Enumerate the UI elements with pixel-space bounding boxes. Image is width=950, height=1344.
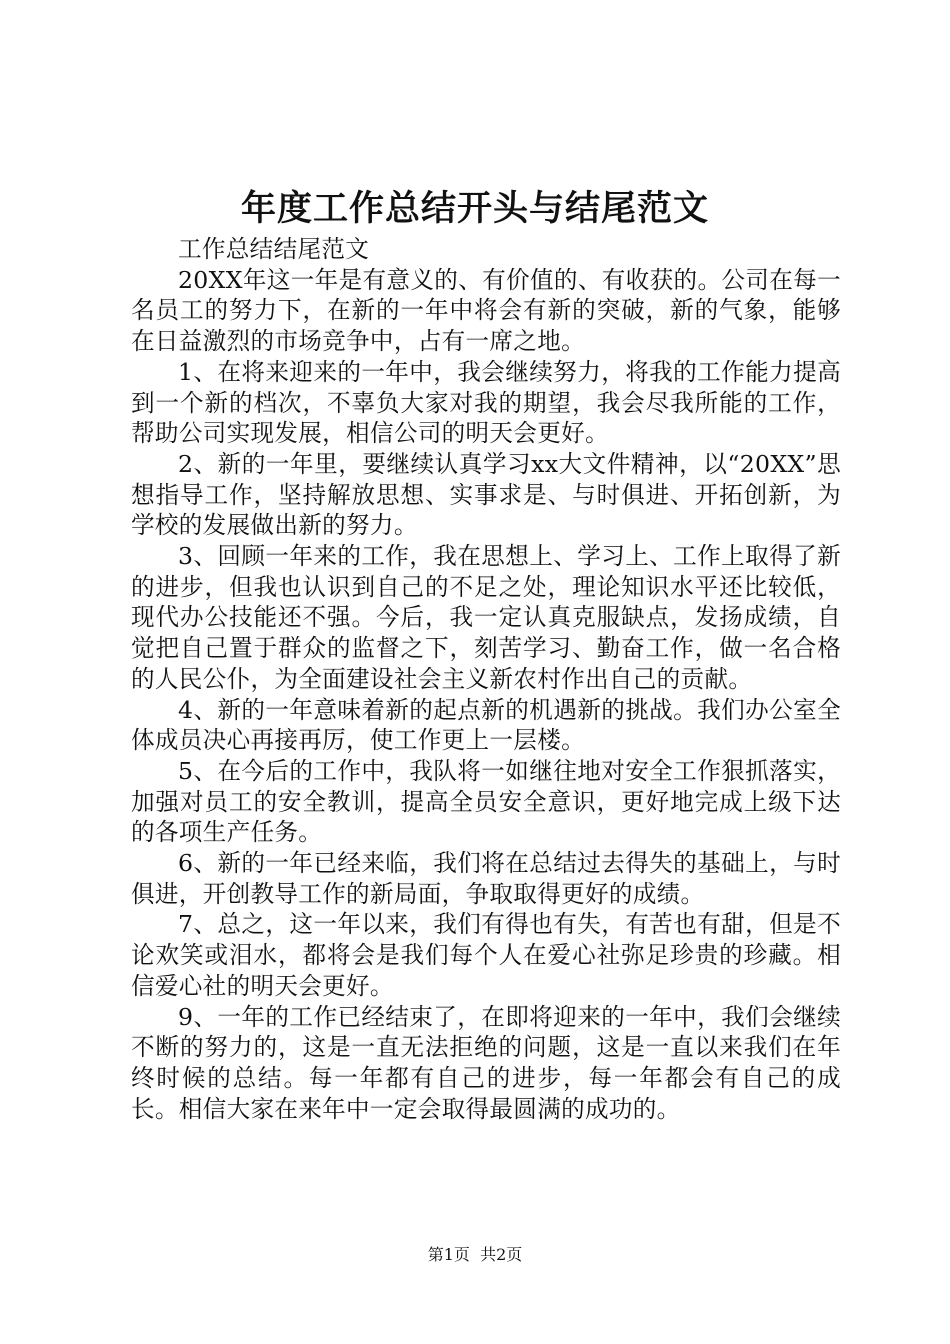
document-body xyxy=(131,234,841,1124)
paragraph: 5、在今后的工作中，我队将一如继往地对安全工作狠抓落实，加强对员工的安全教训，提高全员安全意识，更好地完成上级下达的各项生产任务。 xyxy=(131,756,841,847)
paragraph: 9、一年的工作已经结束了，在即将迎来的一年中，我们会继续不断的努力的，这是一直无法拒绝的问题，这是一直以来我们在年终时候的总结。每一年都有自己的进步，每一年都会有自己的成长。相信大家在来年中一定会取得最圆满的成功的。 xyxy=(131,1002,841,1123)
paragraph: 2、新的一年里，要继续认真学习xx大文件精神，以“20XX”思想指导工作，坚持解放思想、实事求是、与时俱进、开拓创新，为学校的发展做出新的努力。 xyxy=(131,449,841,540)
paragraph: 6、新的一年已经来临，我们将在总结过去得失的基础上，与时俱进，开创教导工作的新局面，争取取得更好的成绩。 xyxy=(131,849,841,908)
paragraph: 3、回顾一年来的工作，我在思想上、学习上、工作上取得了新的进步，但我也认识到自己的不足之处，理论知识水平还比较低，现代办公技能还不强。今后，我一定认真克服缺点，发扬成绩，自觉把自己置于群众的监督之下，刻苦学习、勤奋工作，做一名合格的人民公仆，为全面建设社会主义新农村作出自己的贡献。 xyxy=(131,542,841,693)
paragraph-subtitle: 工作总结结尾范文 xyxy=(178,235,370,263)
paragraph: 20XX年这一年是有意义的、有价值的、有收获的。公司在每一名员工的努力下，在新的一年中将会有新的突破，新的气象，能够在日益激烈的市场竞争中，占有一席之地。 xyxy=(131,265,841,356)
page-number-current: 第1页 xyxy=(427,1245,470,1264)
paragraph: 1、在将来迎来的一年中，我会继续努力，将我的工作能力提高到一个新的档次，不辜负大家对我的期望，我会尽我所能的工作，帮助公司实现发展，相信公司的明天会更好。 xyxy=(131,357,841,448)
page-footer xyxy=(0,1244,950,1266)
document-title: 年度工作总结开头与结尾范文 xyxy=(240,188,709,229)
paragraph: 7、总之，这一年以来，我们有得也有失，有苦也有甜，但是不论欢笑或泪水，都将会是我们每个人在爱心社弥足珍贵的珍藏。相信爱心社的明天会更好。 xyxy=(131,910,841,1000)
paragraph: 4、新的一年意味着新的起点新的机遇新的挑战。我们办公室全体成员决心再接再厉，使工作更上一层楼。 xyxy=(131,695,841,755)
page-number-total: 共2页 xyxy=(480,1245,523,1264)
